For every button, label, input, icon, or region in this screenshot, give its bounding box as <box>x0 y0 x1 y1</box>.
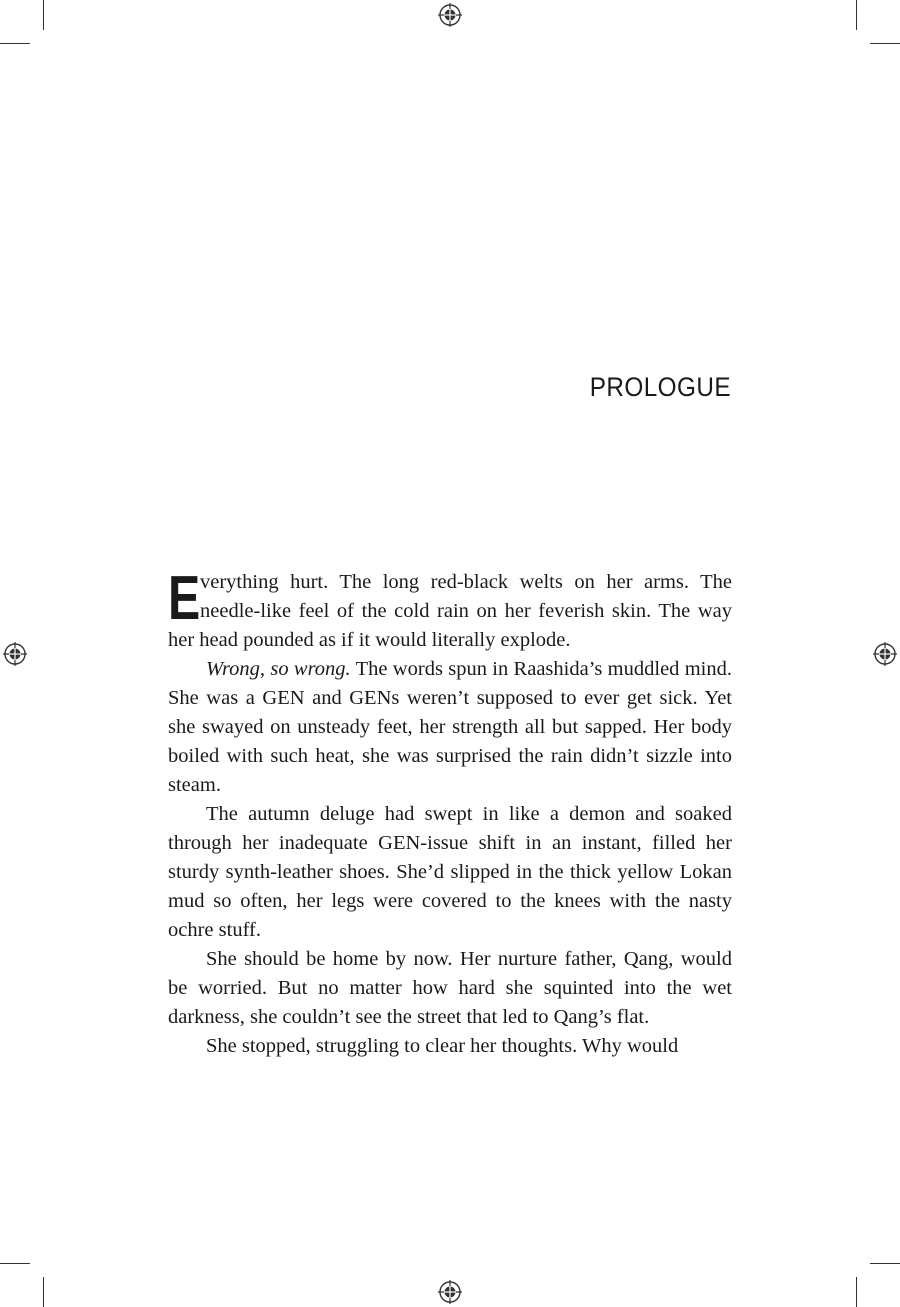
paragraph-2-text: The words spun in Raashida’s muddled mind. She was a GEN and GENs weren’t supposed to ever get sick. Yet she swayed on unsteady feet, her strength all but sapped. Her body boiled with such heat, she was surprised the rain didn’t sizzle into steam. <box>168 658 733 796</box>
crop-mark-top-left-horizontal <box>0 43 30 44</box>
paragraph-2 <box>168 655 732 800</box>
drop-cap: E <box>168 564 201 633</box>
paragraph-3-text: The autumn deluge had swept in like a demon and soaked through her inadequate GEN-issue shift in an instant, filled her sturdy synth-leather shoes. She’d slipped in the thick yellow Lokan mud so often, her legs were covered to the knees with the nasty ochre stuff. <box>168 803 732 941</box>
crop-mark-bottom-right-vertical <box>856 1277 857 1307</box>
registration-target-icon <box>438 1280 462 1304</box>
crop-mark-bottom-left-horizontal <box>0 1263 30 1264</box>
paragraph-5 <box>168 1032 732 1061</box>
paragraph-4 <box>168 945 732 1032</box>
crop-mark-top-left-vertical <box>43 0 44 30</box>
paragraph-1 <box>168 564 732 655</box>
registration-target-icon <box>873 642 897 666</box>
crop-mark-bottom-left-vertical <box>43 1277 44 1307</box>
body-text <box>168 564 733 1061</box>
paragraph-4-text: She should be home by now. Her nurture father, Qang, would be worried. But no matter how hard she squinted into the wet darkness, she couldn’t see the street that led to Qang’s flat. <box>168 948 732 1028</box>
chapter-title: PROLOGUE <box>589 372 731 402</box>
paragraph-5-text: She stopped, struggling to clear her thoughts. Why would <box>206 1035 679 1057</box>
paragraph-2-italic-lead: Wrong, so wrong. <box>206 658 351 680</box>
registration-target-icon <box>438 3 462 27</box>
paragraph-1-text: verything hurt. The long red-black welts on her arms. The needle-like feel of the cold rain on her feverish skin. The way her head pounded as if it would literally explode. <box>168 571 732 651</box>
crop-mark-bottom-right-horizontal <box>870 1263 900 1264</box>
crop-mark-top-right-horizontal <box>870 43 900 44</box>
paragraph-3 <box>168 800 732 945</box>
crop-mark-top-right-vertical <box>856 0 857 30</box>
registration-target-icon <box>3 642 27 666</box>
